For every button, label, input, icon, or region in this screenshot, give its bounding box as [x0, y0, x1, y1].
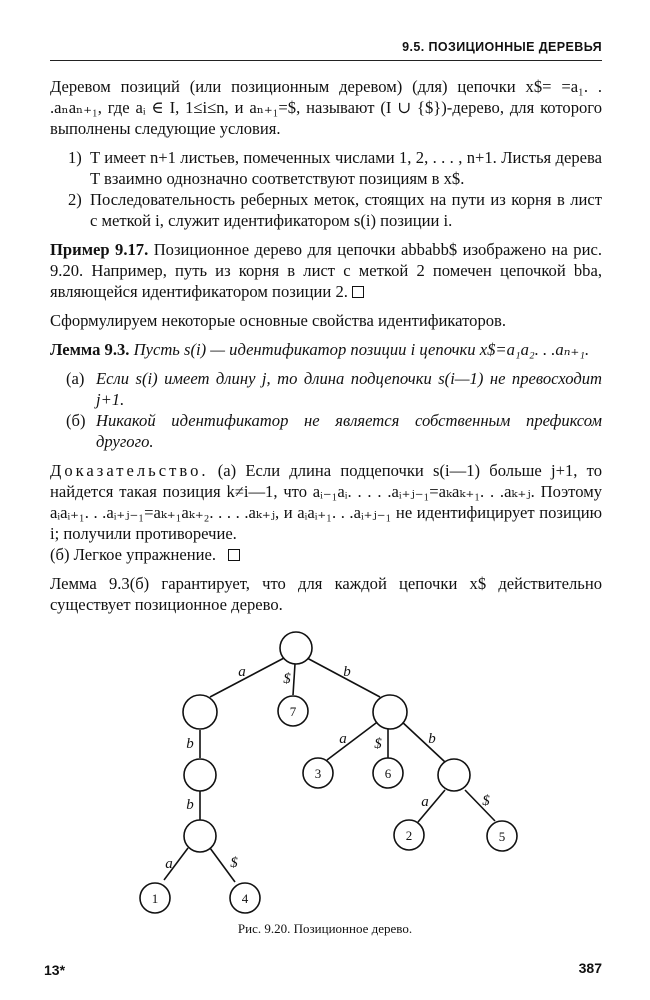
proof-part-b: (б) Легкое упражнение. — [50, 544, 602, 565]
lemma-item-number: (б) — [66, 411, 86, 430]
edge-label: $ — [482, 793, 490, 809]
leaf-label: 5 — [498, 829, 506, 844]
edge-label: a — [339, 731, 347, 747]
page-number: 387 — [578, 960, 602, 976]
tree-edge — [210, 658, 284, 697]
edge-label: b — [186, 797, 194, 813]
condition-number: 2) — [68, 190, 82, 209]
leaf-label: 7 — [289, 704, 297, 719]
tree-internal-node — [373, 695, 407, 729]
lemma-label: Лемма 9.3. — [50, 340, 130, 359]
edge-label: a — [421, 794, 429, 810]
signature-mark: 13* — [44, 962, 66, 978]
proof-label: Доказательство. — [50, 461, 209, 480]
condition-text: T имеет n+1 листьев, помеченных числами 1, 2, . . . , n+1. Листья дерева T взаимно однозначно соответствуют позициям в x$. — [90, 148, 602, 188]
proof-text: (а) Если длина подцепочки s(i—1) больше j+1, то найдется такая позиция k≠i—1, что aᵢ₋₁aᵢ. . . . .aᵢ₊ⱼ₋₁=aₖaₖ₊₁. . .aₖ₊ⱼ. Поэтому aᵢaᵢ₊₁. . .aᵢ₊ⱼ₋₁=aₖ₊₁aₖ₊₂. . . . .aₖ₊ⱼ, и aᵢaᵢ₊₁. . .aᵢ₊ⱼ₋₁ не идентифицирует позицию i; получили противоречие. — [50, 461, 602, 543]
conclusion-paragraph: Лемма 9.3(б) гарантирует, что для каждой цепочки x$ действительно существует позиционное дерево. — [50, 574, 602, 614]
definition-paragraph: Деревом позиций (или позиционным деревом) (для) цепочки x$= =a₁. . .aₙaₙ₊₁, где aᵢ ∈ I, 1≤i≤n, и aₙ₊₁=$, называют (I ∪ {$})-дерево, для которого выполнены следующие условия. — [50, 77, 602, 138]
lemma-item-text: Никакой идентификатор не является собственным префиксом другого. — [96, 411, 602, 451]
tree-nodes — [140, 632, 517, 913]
intro-paragraph: Сформулируем некоторые основные свойства идентификаторов. — [50, 311, 507, 330]
tree-internal-node — [184, 820, 216, 852]
tree-internal-node — [183, 695, 217, 729]
example-text: Позиционное дерево для цепочки abbabb$ изображено на рис. 9.20. Например, путь из корня в лист с меткой 2 помечен цепочкой bba, являющейся идентификатором позиции 2. — [50, 240, 602, 301]
leaf-label: 6 — [384, 766, 392, 781]
tree-root-node — [280, 632, 312, 664]
lemma-text: Пусть s(i) — идентификатор позиции i цепочки x$=a₁a₂. . .aₙ₊₁. — [133, 340, 590, 359]
edge-label: a — [165, 856, 173, 872]
condition-number: 1) — [68, 148, 82, 167]
edge-label: b — [186, 736, 194, 752]
edge-label: b — [343, 664, 351, 680]
condition-text: Последовательность реберных меток, стоящих на пути из корня в лист с меткой i, служит идентификатором s(i) позиции i. — [90, 190, 602, 230]
leaf-label: 3 — [314, 766, 322, 781]
leaf-label: 1 — [151, 891, 159, 906]
tree-edge — [400, 720, 445, 762]
leaf-label: 4 — [241, 891, 249, 906]
edge-label: $ — [283, 671, 291, 687]
edge-label: b — [428, 731, 436, 747]
edge-label: a — [238, 664, 246, 680]
tree-internal-node — [184, 759, 216, 791]
lemma-item-text: Если s(i) имеет длину j, то длина подцепочки s(i—1) не превосходит j+1. — [96, 369, 602, 409]
edge-label: $ — [230, 855, 238, 871]
tree-edge — [293, 664, 295, 695]
tree-internal-node — [438, 759, 470, 791]
lemma-item-number: (а) — [66, 369, 85, 388]
tree-edge — [465, 790, 495, 821]
edge-label: $ — [374, 736, 382, 752]
leaf-label: 2 — [405, 828, 413, 843]
tree-edge — [327, 720, 380, 760]
figure-caption: Рис. 9.20. Позиционное дерево. — [237, 921, 413, 936]
running-title: 9.5. ПОЗИЦИОННЫЕ ДЕРЕВЬЯ — [402, 40, 602, 54]
example-label: Пример 9.17. — [50, 240, 149, 259]
